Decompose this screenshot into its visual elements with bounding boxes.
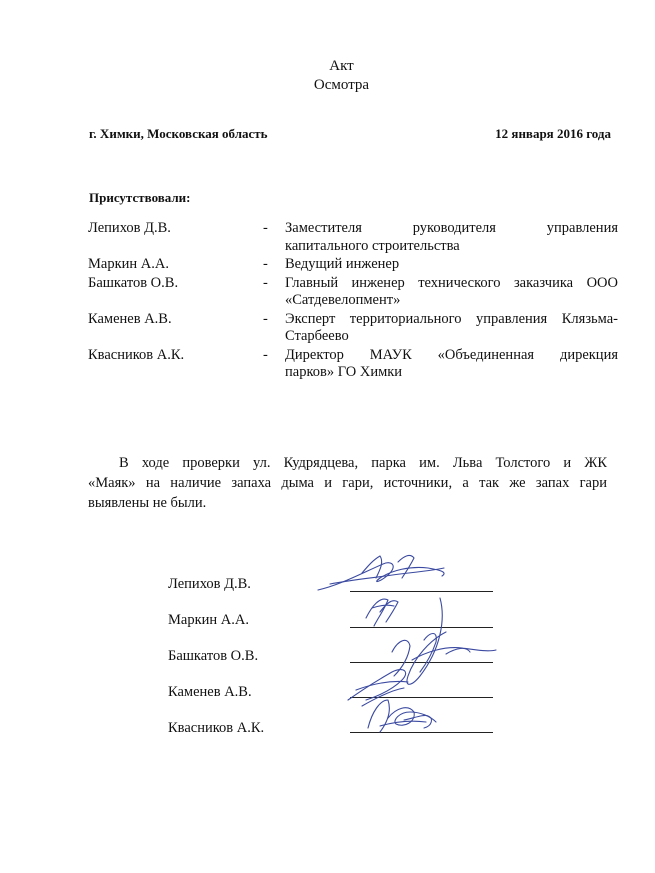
attendee-position-line: капитального строительства [285,237,460,254]
findings-line: В ходе проверки ул. Кудрядцева, парка им. Льва Толстого и ЖК [119,455,607,471]
signature-mark [366,599,398,626]
inspection-findings [88,453,607,513]
attendee-row [88,220,618,255]
attendee-row [88,275,618,310]
signature-line [350,662,493,663]
signature-line [350,697,493,698]
signatory-name: Башкатов О.В. [168,648,259,664]
attendee-position [285,311,618,346]
signature-line [350,627,493,628]
attendees-heading: Присутствовали: [89,190,191,205]
document-title: Акт [329,58,354,74]
attendee-name: Башкатов О.В. [88,274,179,291]
attendee-position-line: парков» ГО Химки [285,364,403,380]
attendee-dash: - [263,256,268,272]
attendee-dash: - [263,220,268,236]
findings-line: «Маяк» на наличие запаха дыма и гари, источники, а так же запах гари [88,475,607,491]
attendee-position-line: Ведущий инженер [285,256,400,272]
attendee-position-line: Эксперт территориального управления Клязьма- [285,310,618,327]
signature-mark [348,670,408,706]
attendees-list [88,220,618,382]
attendee-dash: - [263,346,268,363]
attendee-position-line: Директор МАУК «Объединенная дирекция [285,346,618,363]
attendee-position-line: «Сатдевелопмент» [285,292,401,308]
signature-mark [392,598,496,684]
attendee-row [88,256,618,274]
document-date: 12 января 2016 года [495,126,611,141]
attendee-position [285,256,618,274]
attendee-name: Лепихов Д.В. [88,220,171,236]
signature-line [350,732,493,733]
attendee-position-line: Главный инженер технического заказчика ООО [285,274,618,291]
attendee-name: Маркин А.А. [88,256,169,272]
attendee-name: Квасников А.К. [88,346,185,363]
attendee-position [285,347,618,382]
signatory-name: Каменев А.В. [168,684,252,700]
attendee-row [88,347,618,382]
findings-line: выявлены не были. [88,495,207,511]
attendee-position-line: Старбеево [285,328,349,344]
attendee-dash: - [263,274,268,291]
signatory-name: Маркин А.А. [168,612,249,628]
document-subtitle: Осмотра [313,77,370,93]
signature-line [350,591,493,592]
signatory-name: Квасников А.К. [168,720,265,736]
attendee-position [285,275,618,310]
attendee-position [285,220,618,255]
signature-mark [318,555,444,590]
attendee-name: Каменев А.В. [88,310,172,327]
attendee-dash: - [263,310,268,327]
document-place: г. Химки, Московская область [89,126,268,141]
attendee-position-line: Заместителя руководителя управления [285,220,618,236]
signature-mark [368,700,436,732]
attendee-row [88,311,618,346]
signatory-name: Лепихов Д.В. [168,576,251,592]
